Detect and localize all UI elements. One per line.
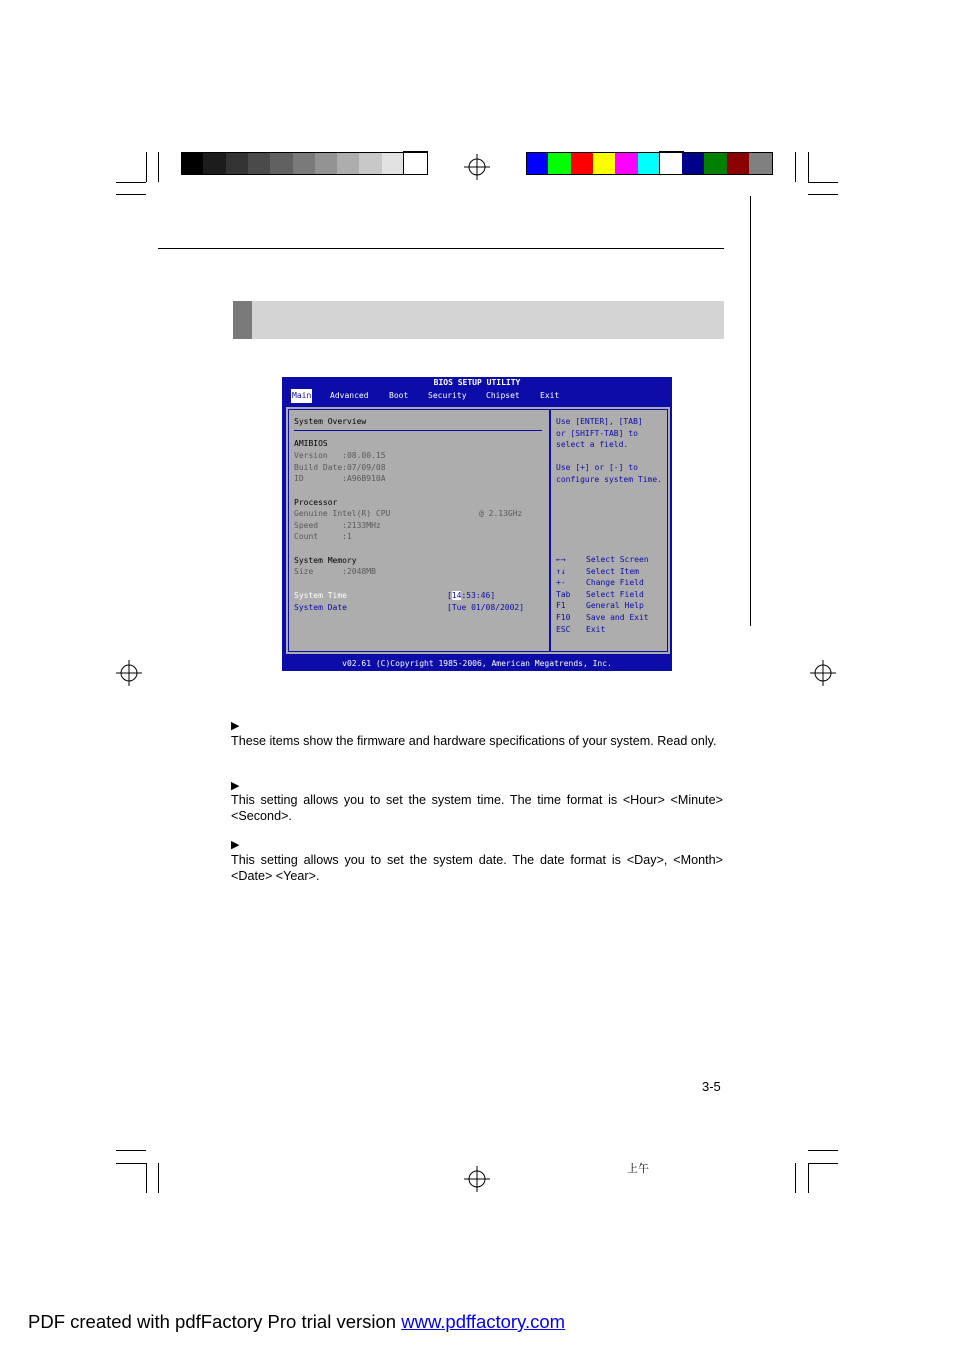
registration-mark-icon (464, 154, 490, 180)
bullet-arrow-icon: ▶ (231, 780, 240, 792)
key-action: General Help (586, 601, 644, 611)
key-action: Select Screen (586, 555, 649, 564)
bios-menu-bar (282, 389, 672, 403)
footer-mark: 上午 (627, 1163, 649, 1175)
bios-build-date: Build Date:07/09/08 (294, 463, 386, 472)
key-action: Save and Exit (586, 613, 649, 622)
bios-id: ID :A96B910A (294, 474, 386, 483)
cpu-count: Count :1 (294, 532, 352, 541)
section-heading-tab (233, 301, 252, 339)
bios-menu-chipset[interactable]: Chipset (486, 391, 520, 400)
bios-main-pane (288, 409, 550, 652)
key-action: Exit (586, 624, 606, 634)
key-name: ←→ (556, 555, 566, 564)
key-name: +- (556, 578, 566, 588)
memory-size: Size :2048MB (294, 567, 376, 576)
memory-heading: System Memory (294, 556, 357, 565)
time-hour-field[interactable]: 14 (451, 591, 462, 600)
registration-mark-icon (810, 660, 836, 686)
bios-title: BIOS SETUP UTILITY (433, 378, 521, 387)
overview-divider (294, 430, 542, 431)
key-legend-row (556, 578, 644, 587)
system-time-label[interactable]: System Time (294, 591, 347, 600)
bios-menu-main[interactable]: Main (291, 389, 312, 403)
bios-help-text: Use [ENTER], [TAB] or [SHIFT-TAB] to select a field. Use [+] or [-] to configure system Time. (556, 417, 662, 484)
pdf-banner (28, 1311, 565, 1333)
bios-help-pane (550, 409, 668, 652)
registration-mark-icon (116, 660, 142, 686)
key-action: Select Item (586, 566, 639, 576)
key-action: Select Field (586, 589, 644, 599)
pdffactory-link[interactable]: www.pdffactory.com (401, 1311, 566, 1332)
bios-menu-security[interactable]: Security (428, 391, 467, 400)
key-legend-row (556, 555, 649, 564)
processor-heading: Processor (294, 498, 338, 507)
key-legend-row (556, 625, 605, 634)
key-name: ESC (556, 624, 571, 634)
bios-menu-advanced[interactable]: Advanced (330, 391, 369, 400)
key-name: F10 (556, 613, 571, 622)
registration-mark-icon (464, 1166, 490, 1192)
bios-menu-boot[interactable]: Boot (389, 391, 409, 400)
header-rule (158, 248, 724, 249)
bullet-arrow-icon: ▶ (231, 720, 240, 732)
time-rest-field[interactable]: :53:46] (461, 591, 496, 600)
bios-menu-exit[interactable]: Exit (540, 391, 560, 400)
section-heading-band (233, 301, 724, 339)
bios-panel (285, 406, 671, 655)
cpu-name: Genuine Intel(R) CPU (294, 509, 391, 518)
color-bar-frame (526, 152, 773, 175)
key-legend-row (556, 567, 639, 576)
bullet-arrow-icon: ▶ (231, 839, 240, 851)
key-name: ↑↓ (556, 566, 566, 576)
system-overview-heading: System Overview (294, 417, 367, 426)
bios-version: Version :08.00.15 (294, 451, 386, 460)
system-date-value[interactable]: [Tue 01/08/2002] (447, 603, 525, 612)
paragraph-system-time: This setting allows you to set the system time. The time format is <Hour> <Minute> <Second>. (231, 793, 723, 823)
key-name: Tab (556, 589, 571, 599)
key-name: F1 (556, 601, 566, 611)
paragraph-system-date: This setting allows you to set the system date. The date format is <Day>, <Month> <Date> <Year>. (231, 853, 723, 883)
cpu-frequency: @ 2.13GHz (479, 509, 523, 518)
bios-copyright: v02.61 (C)Copyright 1985-2006, American Megatrends, Inc. (342, 659, 612, 668)
cpu-speed: Speed :2133MHz (294, 521, 381, 530)
key-action: Change Field (586, 578, 644, 588)
bios-screenshot (282, 377, 672, 671)
key-legend-row (556, 590, 644, 599)
key-legend-row (556, 601, 644, 610)
pdf-banner-text: PDF created with pdfFactory Pro trial version (28, 1311, 402, 1332)
system-time-value[interactable]: [14:53:46] (447, 591, 496, 600)
page-number: 3-5 (702, 1079, 721, 1094)
key-legend-row (556, 613, 649, 622)
paragraph-system-overview: These items show the firmware and hardware specifications of your system. Read only. (231, 734, 717, 748)
system-date-label[interactable]: System Date (294, 603, 347, 612)
gray-bar-frame (181, 152, 428, 175)
amibios-heading: AMIBIOS (294, 439, 328, 448)
